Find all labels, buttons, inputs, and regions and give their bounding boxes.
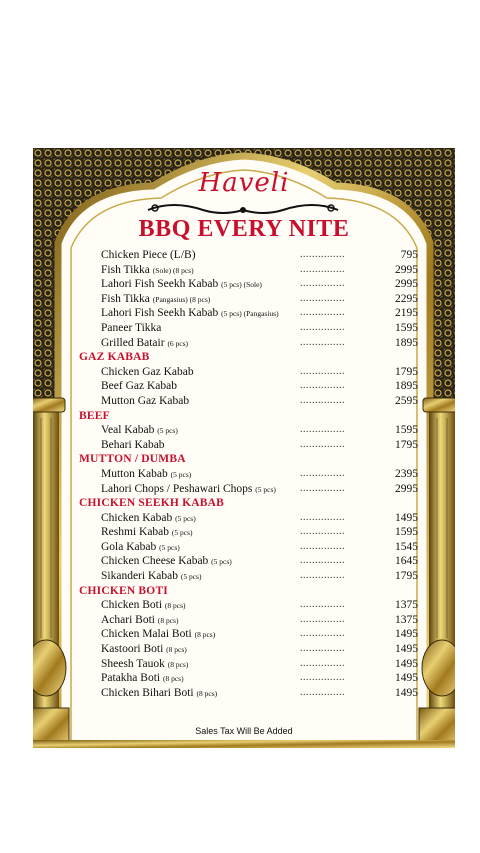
item-price: 2395 [395, 467, 418, 480]
item-name [101, 613, 178, 629]
section-heading [78, 350, 418, 365]
item-name [101, 394, 189, 409]
item-name-text: Chicken Gaz Kabab [101, 365, 194, 378]
item-name [101, 569, 201, 585]
menu-item [78, 292, 418, 307]
menu-item [78, 686, 418, 701]
item-price: 1895 [395, 336, 418, 349]
item-name [101, 292, 210, 308]
section-title: GAZ KABAB [79, 351, 150, 364]
item-price: 1595 [395, 321, 418, 334]
item-price: 2995 [395, 482, 418, 495]
dot-leader: ............... [300, 526, 345, 538]
item-price: 1495 [395, 672, 418, 685]
menu-item [78, 321, 418, 336]
item-name-text: Reshmi Kabab [101, 526, 170, 539]
item-name [101, 540, 180, 556]
item-portion-note: (8 pcs) [167, 659, 189, 669]
item-price: 1495 [395, 628, 418, 641]
dot-leader: ............... [300, 394, 345, 406]
item-name-text: Chicken Bihari Boti [101, 686, 194, 699]
item-name-text: Achari Boti [101, 613, 155, 626]
item-portion-note: (5 pcs) [171, 528, 193, 538]
dot-leader: ............... [300, 278, 345, 290]
menu-item [78, 423, 418, 438]
item-name [101, 321, 161, 336]
haveli-logo: Haveli [198, 168, 290, 198]
item-name-text: Lahori Fish Seekh Kabab [101, 307, 219, 320]
item-portion-note: (5 pcs) (Sole) [221, 280, 262, 290]
dot-leader: ............... [300, 424, 345, 436]
item-price: 1495 [395, 511, 418, 524]
dot-leader: ............... [300, 540, 345, 552]
dot-leader: ............... [300, 511, 345, 523]
item-name [101, 365, 194, 380]
menu-item [78, 525, 418, 540]
item-name-text: Mutton Kabab [101, 467, 168, 480]
item-name [101, 263, 194, 279]
item-portion-note: (8 pcs) [194, 630, 216, 640]
item-name [101, 277, 262, 293]
item-name-text: Sikanderi Kabab [101, 570, 178, 583]
menu-item [78, 613, 418, 628]
menu-item [78, 554, 418, 569]
item-name-text: Lahori Fish Seekh Kabab [101, 278, 219, 291]
item-name [101, 423, 178, 439]
item-portion-note: (5 pcs) [255, 484, 276, 494]
item-price: 1495 [395, 643, 418, 656]
item-portion-note: (6 pcs) [167, 338, 189, 348]
item-portion-note: (5 pcs) [170, 469, 192, 479]
menu-poster [33, 148, 455, 748]
item-price: 1595 [395, 526, 418, 539]
item-price: 1795 [395, 570, 418, 583]
item-price: 1375 [395, 613, 418, 626]
dot-leader: ............... [300, 555, 345, 567]
item-name-text: Chicken Malai Boti [101, 628, 192, 641]
item-name [101, 379, 177, 394]
item-name-text: Behari Kabab [101, 438, 165, 451]
item-name-text: Grilled Batair [101, 336, 165, 349]
item-price: 1375 [395, 599, 418, 612]
dot-leader: ............... [300, 292, 345, 304]
item-portion-note: (8 pcs) [196, 688, 218, 698]
item-name-text: Fish Tikka [101, 292, 150, 305]
item-name [101, 642, 187, 658]
item-price: 1795 [395, 365, 418, 378]
item-name [101, 657, 188, 673]
dot-leader: ............... [300, 613, 345, 625]
menu-item [78, 671, 418, 686]
item-name [101, 336, 188, 352]
item-portion-note: (Sole) (8 pcs) [152, 265, 194, 275]
item-name [101, 598, 186, 614]
item-name-text: Veal Kabab [101, 424, 155, 437]
item-portion-note: (8 pcs) [166, 645, 187, 655]
menu-item [78, 642, 418, 657]
item-portion-note: (5 pcs) (Pangasius) [221, 309, 279, 319]
dot-leader: ............... [300, 307, 345, 319]
section-title: MUTTON / DUMBA [79, 453, 186, 466]
section-heading [78, 409, 418, 424]
dot-leader: ............... [300, 438, 345, 450]
item-price: 1645 [395, 555, 418, 568]
dot-leader: ............... [300, 263, 345, 275]
item-name-text: Beef Gaz Kabab [101, 380, 177, 393]
item-name [101, 306, 279, 322]
menu-item [78, 438, 418, 453]
dot-leader: ............... [300, 686, 345, 698]
dot-leader: ............... [300, 599, 345, 611]
item-portion-note: (Pangasius) (8 pcs) [152, 294, 211, 304]
menu-item [78, 365, 418, 380]
item-portion-note: (8 pcs) [164, 601, 186, 611]
item-name-text: Paneer Tikka [101, 321, 162, 334]
section-heading [78, 584, 418, 599]
item-portion-note: (8 pcs) [157, 615, 179, 625]
menu-list [78, 248, 418, 700]
item-name-text: Kastoori Boti [101, 643, 164, 656]
item-portion-note: (5 pcs) [211, 557, 232, 567]
menu-item [78, 569, 418, 584]
item-price: 2995 [395, 263, 418, 276]
item-name-text: Mutton Gaz Kabab [101, 394, 190, 407]
item-price: 1895 [395, 380, 418, 393]
item-price: 1495 [395, 686, 418, 699]
section-title: CHICKEN BOTI [79, 584, 168, 597]
dot-leader: ............... [300, 657, 345, 669]
menu-item [78, 379, 418, 394]
item-name-text: Chicken Boti [101, 599, 163, 612]
dot-leader: ............... [300, 628, 345, 640]
dot-leader: ............... [300, 336, 345, 348]
menu-item [78, 598, 418, 613]
item-name-text: Sheesh Tauok [101, 657, 165, 670]
item-name [101, 671, 184, 687]
menu-title: BBQ EVERY NITE [138, 216, 350, 242]
footer-note: Sales Tax Will Be Added [195, 726, 293, 736]
item-name-text: Chicken Cheese Kabab [101, 555, 209, 568]
item-price: 1545 [395, 540, 418, 553]
item-price: 2595 [395, 394, 418, 407]
item-name-text: Gola Kabab [101, 540, 157, 553]
menu-item [78, 277, 418, 292]
item-portion-note: (5 pcs) [180, 572, 202, 582]
item-price: 2295 [395, 292, 418, 305]
dot-leader: ............... [300, 467, 345, 479]
section-heading [78, 496, 418, 511]
item-price: 1495 [395, 657, 418, 670]
menu-item [78, 511, 418, 526]
menu-item [78, 657, 418, 672]
item-name-text: Patakha Boti [101, 672, 161, 685]
item-name-text: Chicken Piece (L/B) [101, 249, 196, 261]
item-portion-note: (5 pcs) [159, 542, 180, 552]
menu-item [78, 627, 418, 642]
item-name [101, 438, 165, 453]
dot-leader: ............... [300, 321, 345, 333]
item-name-text: Chicken Kabab [101, 511, 173, 524]
menu-item [78, 467, 418, 482]
dot-leader: ............... [300, 570, 345, 582]
menu-item [78, 394, 418, 409]
dot-leader: ............... [300, 380, 345, 392]
item-name-text: Lahori Chops / Peshawari Chops [101, 482, 253, 495]
menu-item [78, 248, 418, 263]
item-portion-note: (5 pcs) [157, 426, 178, 436]
menu-item [78, 540, 418, 555]
menu-item [78, 482, 418, 497]
item-price: 795 [400, 249, 418, 261]
item-name [101, 554, 232, 570]
item-name [101, 686, 217, 702]
item-price: 2195 [395, 307, 418, 320]
item-name [101, 627, 215, 643]
item-name [101, 511, 196, 527]
dot-leader: ............... [300, 672, 345, 684]
section-heading [78, 452, 418, 467]
menu-item [78, 263, 418, 278]
item-price: 2995 [395, 278, 418, 291]
menu-item [78, 336, 418, 351]
dot-leader: ............... [300, 249, 345, 260]
menu-item [78, 306, 418, 321]
item-name [101, 248, 196, 263]
dot-leader: ............... [300, 643, 345, 655]
section-title: BEEF [79, 409, 110, 422]
dot-leader: ............... [300, 365, 345, 377]
item-price: 1795 [395, 438, 418, 451]
section-title: CHICKEN SEEKH KABAB [79, 497, 225, 510]
item-name [101, 482, 276, 498]
item-price: 1595 [395, 424, 418, 437]
item-name [101, 467, 191, 483]
item-name-text: Fish Tikka [101, 263, 150, 276]
item-portion-note: (8 pcs) [162, 674, 184, 684]
item-name [101, 525, 193, 541]
item-portion-note: (5 pcs) [175, 513, 196, 523]
dot-leader: ............... [300, 482, 345, 494]
